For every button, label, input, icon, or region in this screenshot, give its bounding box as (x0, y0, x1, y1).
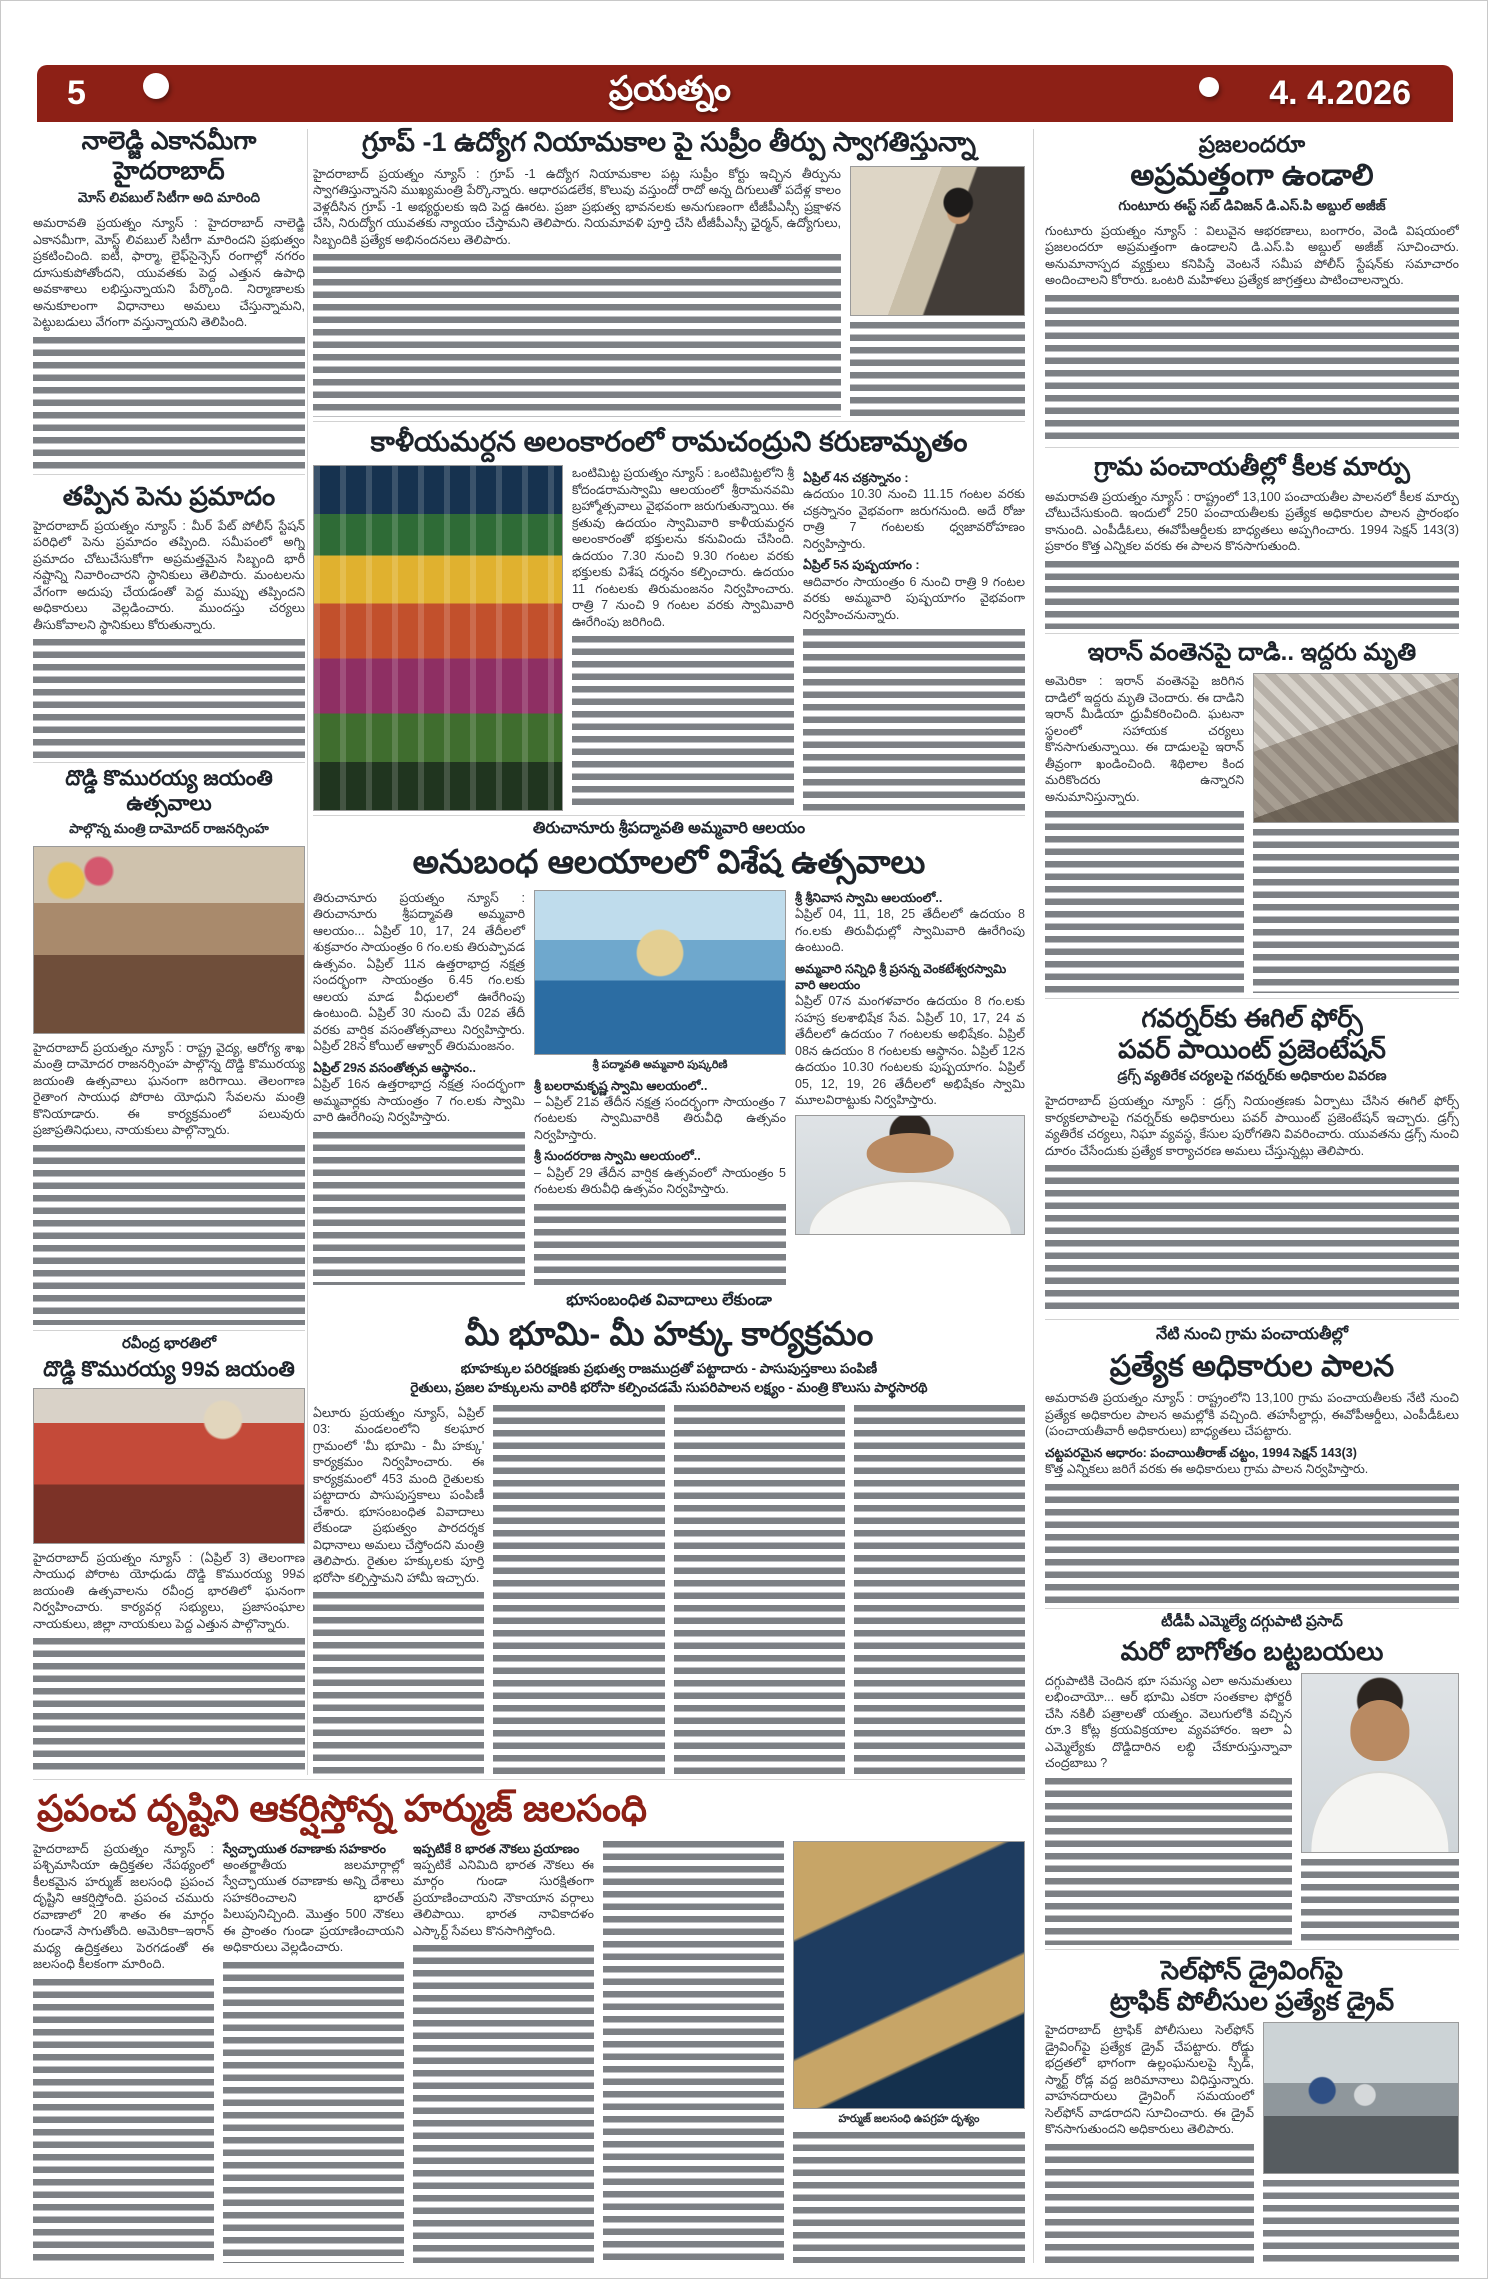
headline: తప్పిన పెను ప్రమాదం (62, 481, 276, 511)
headline-line2: అప్రమత్తంగా ఉండాలి (1130, 159, 1374, 193)
body-text: హైదరాబాద్ ప్రయత్నం న్యూస్ : రాష్ట్ర వైద్య, ఆరోగ్య శాఖ మంత్రి దామోదర రాజనర్సింహ పాల్గొన్న దొడ్డి కొమురయ్య జయంతి ఉత్సవాలు ఘనంగా జరిగాయి. తెలంగాణ రైతాంగ సాయుధ పోరాట యోధుని సేవలను మంత్రి కొనియాడారు. ఈ కార్యక్రమంలో పలువురు ప్రజాప్రతినిధులు, నాయకులు పాల్గొన్నారు. (33, 1040, 305, 1138)
masthead-title: ప్రయత్నం (608, 70, 732, 108)
article-divider (1045, 1949, 1459, 1950)
article-divider (33, 1779, 1025, 1780)
body-text: అమరావతి ప్రయత్నం న్యూస్ : రాష్ట్రంలోని 13,100 గ్రామ పంచాయతీలకు నేటి నుంచి ప్రత్యేక అధికారుల పాలన అమల్లోకి వచ్చింది. తహసీల్దార్లు, ఈవోపీఆర్డీలు, ఎంపీడీఓలు (పంచాయతీవారీ అధికారులు) బాధ్యతలు చేపట్టారు. (1045, 1391, 1459, 1439)
headline: ప్రపంచ దృష్టిని ఆకర్షిస్తోన్న హర్ముజ్ జలసంధి (37, 1788, 647, 1829)
ravindra-bharathi-event-photo (33, 1388, 305, 1544)
text-lines (1045, 1778, 1292, 1945)
headline: దొడ్డి కొమురయ్య 99వ జయంతి (43, 1358, 295, 1381)
article-divider (1045, 447, 1459, 448)
text-lines (33, 1979, 214, 2263)
article-mee-bhoomi-mee-hakku (313, 1291, 1025, 1775)
deck-line: రైతులు, ప్రజల హక్కులను వారికి భరోసా కల్పించడమే సుపరిపాలన లక్ష్యం - మంత్రి కొలుసు పార్థసారథి (410, 1379, 928, 1395)
article-kaliyamardana-alankaram (313, 425, 1025, 811)
sub-item-title: ఏప్రిల్ 5న పుష్పయాగం : (803, 558, 920, 573)
article-group1-supreme-verdict (313, 127, 1025, 417)
headline: మరో బాగోతం బట్టబయలు (1120, 1636, 1384, 1666)
article-cellphone-driving-drive (1045, 1955, 1459, 2263)
body-text: హైదరాబాద్ ప్రయత్నం న్యూస్ : పశ్చిమాసియా ఉద్రిక్తతల నేపథ్యంలో కీలకమైన హర్ముజ్ జలసంధి ప్రపంచ దృష్టిని ఆకర్షిస్తోంది. ప్రపంచ చమురు రవాణాలో 20 శాతం ఈ మార్గం గుండానే సాగుతోంది. అమెరికా–ఇరాన్ మధ్య ఉద్రిక్తతలు పెరగడంతో ఈ జలసంధి కీలకంగా మారింది. (33, 1841, 214, 1972)
traffic-police-photo (1263, 2022, 1459, 2174)
body-text: గుంటూరు ప్రయత్నం న్యూస్ : విలువైన ఆభరణాలు, బంగారం, వెండి విషయంలో ప్రజలందరూ అప్రమత్తంగా ఉండాలని డి.ఎస్.పి అబ్దుల్ అజీజ్ సూచించారు. అనుమానాస్పద వ్యక్తులు కనిపిస్తే వెంటనే సమీప పోలీస్ స్టేషన్‌కు సమాచారం అందించాలని కోరారు. ఒంటరి మహిళలు ప్రత్యేక జాగ్రత్తలు పాటించాలన్నారు. (1045, 223, 1459, 288)
sub-item-text: అంతర్జాతీయ జలమార్గాల్లో స్వేచ్ఛాయుత రవాణాకు అన్ని దేశాలు సహకరించాలని భారత్ పిలుపునిచ్చింది. మొత్తం 500 నౌకలు ఈ ప్రాంతం గుండా ప్రయాణించాయని అధికారులు వెల్లడించారు. (223, 1857, 404, 1955)
text-lines (33, 639, 305, 759)
body-text: హైదరాబాద్ ప్రయత్నం న్యూస్ : గ్రూప్ -1 ఉద్యోగ నియామకాల పట్ల సుప్రీం కోర్టు ఇచ్చిన తీర్పును స్వాగతిస్తున్నానని ముఖ్యమంత్రి పేర్కొన్నారు. ఆధారపడలేక, కొలువు వస్తుందో రాదో అన్న దిగులుతో పదేళ్ల కాలం వెళ్లదీసిన గ్రూప్ -1 అభ్యర్థులకు ఇది పెద్ద ఊరట. ప్రజా ప్రభుత్వ భావనలకు అనుగుణంగా టీజీపీఎస్సీ ప్రక్షాళన చేసి, నిరుద్యోగ యువతకు న్యాయం చేస్తామని తెలిపారు. నియమావళి పూర్తి చేసి టీజీపీఎస్సీ ఛైర్మన్, ఉద్యోగులు, సిబ్బందికి ప్రత్యేక అభినందనలు తెలిపారు. (313, 166, 841, 247)
headline: నాలెడ్జి ఎకానమీగా హైదరాబాద్ (81, 127, 257, 185)
article-tiruchanoor-utsavalu (313, 819, 1025, 1285)
headline-line2: పవర్ పాయింట్ ప్రజెంటేషన్ (1118, 1033, 1386, 1064)
photo-caption: హర్ముజ్ జలసంధి ఉపగ్రహ దృశ్యం (838, 2112, 980, 2125)
sub-item-text: ఏప్రిల్ 07న మంగళవారం ఉదయం 8 గం.లకు సహస్ర కలశాభిషేక సేవ. ఏప్రిల్ 10, 17, 24 వ తేదీలలో ఉదయం 7 గంటలకు అభిషేకం. ఏప్రిల్ 08న ఉదయం 8 గంటలకు ఆస్థానం. ఏప్రిల్ 12న ఉదయం 10.30 గంటలకు పుష్పయాగం. ఏప్రిల్ 05, 12, 19, 26 తేదీలలో అభిషేకం స్వామి మూలవిరాట్టుకు నిర్వహిస్తారు. (795, 994, 1025, 1108)
text-lines (223, 1962, 404, 2263)
article-divider (313, 815, 1025, 816)
sub-item-text: ఏప్రిల్ 16న ఉత్తరాభాద్ర నక్షత్ర సందర్భంగా అమ్మవార్లకు సాయంత్రం 7 గం.లకు స్వామి వారి ఊరేగింపు నిర్వహిస్తారు. (313, 1077, 525, 1125)
attack-debris-photo (1253, 673, 1459, 823)
text-lines (850, 322, 1025, 417)
article-divider (1045, 633, 1459, 634)
text-lines (1263, 2180, 1459, 2263)
body-text: హైదరాబాద్ ప్రయత్నం న్యూస్ : డ్రగ్స్ నియంత్రణకు ఏర్పాటు చేసిన ఈగిల్ ఫోర్స్ కార్యకలాపాలపై గవర్నర్‌కు అధికారులు పవర్ పాయింట్ ప్రజెంటేషన్ ఇచ్చారు. డ్రగ్స్ వ్యతిరేక చర్యలు, నిఘా వ్యవస్థ, కేసుల పురోగతిని వివరించారు. యువతను డ్రగ్స్ నుంచి దూరం చేసేందుకు ప్రత్యేక కార్యాచరణ అమలు చేస్తున్నట్లు తెలిపారు. (1045, 1094, 1459, 1158)
sub-item-text: ఇప్పటికే ఎనిమిది భారత నౌకలు ఈ మార్గం గుండా సురక్షితంగా ప్రయాణించాయని నౌకాయాన వర్గాలు తెలిపాయి. భారత నావికాదళం ఎస్కార్ట్ సేవలు కొనసాగిస్తోంది. (413, 1857, 594, 1938)
sub-item-title: శ్రీ బలరామకృష్ణ స్వామి ఆలయంలో.. (534, 1078, 708, 1093)
headline: ప్రత్యేక అధికారుల పాలన (1109, 1350, 1395, 1383)
article-knowledge-economy (33, 127, 305, 472)
article-divider (33, 762, 305, 763)
text-lines (1045, 1484, 1459, 1603)
column-divider (1033, 129, 1034, 2263)
masthead-bar (37, 65, 1453, 122)
kicker: నేటి నుంచి గ్రామ పంచాయతీల్లో (1156, 1326, 1348, 1343)
article-iran-bridge-attack (1045, 639, 1459, 993)
sub-item-title: ఏప్రిల్ 29న వసంతోత్సవ ఆస్థానం.. (313, 1060, 476, 1075)
article-divider (1045, 1608, 1459, 1609)
kicker: తిరుచానూరు శ్రీపద్మావతి అమ్మవారి ఆలయం (532, 820, 806, 837)
deity-alankaram-photo (313, 465, 563, 811)
headline-line2: ట్రాఫిక్ పోలీసుల ప్రత్యేక డ్రైవ్ (1109, 1985, 1395, 2016)
text-lines (1253, 829, 1459, 993)
jayanti-crowd-photo (33, 846, 305, 1034)
sub-item-text: ఉదయం 10.30 నుంచి 11.15 గంటల వరకు చక్రస్నానం వైభవంగా జరుగనుంది. అదే రోజు రాత్రి 7 గంటలకు ధ్వజావరోహణం నిర్వహిస్తారు. (803, 487, 1025, 551)
article-divider (33, 474, 305, 475)
article-hormuz-strait (33, 1785, 1025, 2263)
page-number: 5 (67, 74, 86, 112)
body-text: ఒంటిమిట్ట ప్రయత్నం న్యూస్ : ఒంటిమిట్టలోని శ్రీ కోదండరామస్వామి ఆలయంలో శ్రీరామనవమి బ్రహ్మోత్సవాలు వైభవంగా జరుగుతున్నాయి. ఈ క్రతువు ఉదయం స్వామివారి కాళీయమర్దన అలంకారంతో భక్తులను కనువిందు చేసింది. ఉదయం 7.30 నుంచి 9.30 గంటల వరకు భక్తులకు విశేష దర్శనం కల్పించారు. ఉదయం 11 గంటలకు తిరుమంజనం నిర్వహించారు. రాత్రి 7 నుంచి 9 గంటల వరకు స్వామివారి ఊరేగింపు జరిగింది. (572, 466, 794, 629)
article-komurayya-99th-jayanti (33, 1335, 305, 1773)
text-lines (313, 254, 841, 417)
sub-item-title: ఏప్రిల్ 4న చక్రస్నానం : (803, 471, 909, 486)
text-lines (1045, 295, 1459, 443)
sub-item-text: కొత్త ఎన్నికలు జరిగే వరకు ఈ అధికారులు గ్రామ పాలన నిర్వహిస్తారు. (1045, 1462, 1369, 1477)
text-lines (313, 1592, 484, 1775)
headline: దొడ్డి కొమురయ్య జయంతి ఉత్సవాలు (65, 767, 273, 815)
sub-item-text: ఆదివారం సాయంత్రం 6 నుంచి రాత్రి 9 గంటల వరకు అమ్మవారి పుష్పయాగం వైభవంగా నిర్వహించనున్నారు. (803, 574, 1025, 622)
column-divider (307, 129, 308, 1775)
text-lines (1045, 811, 1244, 993)
text-lines (413, 1945, 594, 2263)
body-text: హైదరాబాద్ ప్రయత్నం న్యూస్ : (ఏప్రిల్ 3) తెలంగాణ సాయుధ పోరాట యోధుడు దొడ్డి కొమురయ్య 99వ జయంతి ఉత్సవాలను రవీంద్ర భారతిలో ఘనంగా నిర్వహించారు. కార్యవర్గ సభ్యులు, ప్రజాసంఘాల నాయకులు, జిల్లా నాయకులు పెద్ద ఎత్తున పాల్గొన్నారు. (33, 1550, 305, 1631)
kicker: టీడీపీ ఎమ్మెల్యే దగ్గుపాటి ప్రసాద్ (1161, 1613, 1343, 1630)
text-lines (793, 2132, 1025, 2263)
article-special-officers-rule (1045, 1325, 1459, 1603)
article-near-miss-accident (33, 481, 305, 759)
subhead: డ్రగ్స్ వ్యతిరేక చర్యలపై గవర్నర్‌కు అధికారుల వివరణ (1117, 1068, 1387, 1084)
article-divider (33, 1330, 305, 1331)
body-text: ఏలూరు ప్రయత్నం న్యూస్, ఏప్రిల్ 03: మండలంలోని కలఘార గ్రామంలో 'మీ భూమి - మీ హక్కు' కార్యక్రమం నిర్వహించారు. ఈ కార్యక్రమంలో 453 మంది రైతులకు పట్టాదారు పాసుపుస్తకాలు పంపిణీ చేశారు. భూసంబంధిత వివాదాలు లేకుండా ప్రభుత్వం పారదర్శక విధానాలు అమలు చేస్తోందని మంత్రి తెలిపారు. రైతుల హక్కులకు పూర్తి భరోసా కల్పిస్తామని హామీ ఇచ్చారు. (313, 1405, 485, 1585)
photo-caption: శ్రీ పద్మావతి అమ్మవారి పుష్కరిణి (592, 1058, 728, 1071)
headline-line1: ప్రజలందరూ (1198, 131, 1306, 157)
masthead-ornament-icon (1199, 77, 1219, 97)
text-lines (33, 1638, 305, 1773)
minister-portrait-photo (795, 1115, 1025, 1235)
sub-item-title: స్వేచ్ఛాయుత రవాణాకు సహకారం (223, 1841, 386, 1856)
cm-speaking-photo (850, 166, 1025, 316)
text-lines (1045, 1165, 1459, 1315)
sub-item-text: ఏప్రిల్ 04, 11, 18, 25 తేదీలలో ఉదయం 8 గం.లకు తిరువీధుల్లో స్వామివారి ఊరేగింపు ఉంటుంది. (795, 907, 1025, 955)
body-text: అమరావతి ప్రయత్నం న్యూస్ : రాష్ట్రంలో 13,100 పంచాయతీల పాలనలో కీలక మార్పు చోటుచేసుకుంది. ఇందులో 250 పంచాయతీలకు ప్రత్యేక అధికారుల పాలన ప్రారంభం కానుంది. ఎంపీడీఓలు, ఈవోపీఆర్డీలకు బాధ్యతలు అప్పగించారు. 1994 సెక్షన్ 143(3) ప్రకారం కొత్త ఎన్నికల వరకు ఈ పాలన కొనసాగుతుంది. (1045, 489, 1459, 553)
text-lines (803, 629, 1025, 811)
sub-item-title: శ్రీ శ్రీనివాస స్వామి ఆలయంలో.. (795, 890, 943, 905)
article-komurayya-jayanti (33, 767, 305, 1325)
sub-item-title: చట్టపరమైన ఆధారం: పంచాయితీరాజ్ చట్టం, 1994 సెక్షన్ 143(3) (1045, 1445, 1357, 1460)
sub-item-text: – ఏప్రిల్ 21వ తేదీన నక్షత్ర సందర్భంగా సాయంత్రం 7 గంటలకు స్వామివారికి తిరువీధి ఉత్సవం నిర్వహిస్తారు. (534, 1094, 786, 1142)
text-lines (674, 1405, 845, 1775)
headline: గ్రామ పంచాయతీల్లో కీలక మార్పు (1094, 453, 1410, 481)
masthead-date: 4. 4.2026 (1269, 74, 1411, 112)
kicker: భూసంబంధిత వివాదాలు లేకుండా (566, 1292, 772, 1309)
deck-line: భూహక్కుల పరిరక్షణకు ప్రభుత్వ రాజముద్రతో పట్టాదారు - పాసుపుస్తకాలు పంపిణీ (460, 1360, 878, 1376)
sub-item-title: శ్రీ సుందరరాజ స్వామి ఆలయంలో.. (534, 1149, 701, 1164)
article-tdp-mla-expose (1045, 1613, 1459, 1945)
text-lines (313, 1132, 525, 1285)
headline: గ్రూప్ -1 ఉద్యోగ నియామకాల పై సుప్రీం తీర్పు స్వాగతిస్తున్నా (361, 127, 976, 157)
article-divider (1045, 1319, 1459, 1320)
text-lines (33, 1145, 305, 1325)
body-text: అమెరికా : ఇరాన్ వంతెనపై జరిగిన దాడిలో ఇద్దరు మృతి చెందారు. ఈ దాడిని ఇరాన్ మీడియా ధ్రువీకరించింది. ఘటనా స్థలంలో సహాయక చర్యలు కొనసాగుతున్నాయి. ఈ దాడులపై ఇరాన్ తీవ్రంగా ఖండించింది. శిథిలాల కింద మరికొందరు ఉన్నారని అనుమానిస్తున్నారు. (1045, 674, 1244, 804)
mla-portrait-photo (1301, 1673, 1459, 1853)
article-governor-eagle-force (1045, 1003, 1459, 1315)
text-lines (534, 1204, 786, 1285)
text-lines (1301, 1859, 1459, 1945)
text-lines (1045, 561, 1459, 630)
text-lines (572, 636, 794, 811)
temple-pushkarini-photo (534, 890, 786, 1055)
sub-item-title: ఇప్పటికే 8 భారత నౌకలు ప్రయాణం (413, 1841, 580, 1856)
sub-item-title: అమ్మవారి సన్నిధి శ్రీ ప్రసన్న వెంకటేశ్వరస్వామి వారి ఆలయం (795, 961, 1007, 992)
text-lines (1045, 2144, 1254, 2263)
article-public-alert-dsp (1045, 131, 1459, 443)
hormuz-satellite-photo (793, 1841, 1025, 2109)
article-divider (1045, 998, 1459, 999)
subhead: పాల్గొన్న మంత్రి దామోదర్ రాజనర్సింహ (69, 820, 269, 836)
text-lines (603, 1841, 784, 2263)
headline: ఇరాన్ వంతెనపై దాడి.. ఇద్దరు మృతి (1087, 639, 1417, 666)
body-text: తిరుచానూరు ప్రయత్నం న్యూస్ : తిరుచానూరు శ్రీపద్మావతి అమ్మవారి ఆలయం... ఏప్రిల్ 10, 17, 24 తేదీలలో శుక్రవారం సాయంత్రం 6 గం.లకు తిరుప్పావడ ఉత్సవం. ఏప్రిల్ 11న ఉత్తరాభాద్ర నక్షత్ర సందర్భంగా సాయంత్రం 6.45 గం.లకు ఆలయ మాడ వీధులలో ఊరేగింపు ఉంటుంది. ఏప్రిల్ 30 నుంచి మే 02వ తేదీ వరకు వార్షిక వసంతోత్సవాలు నిర్వహిస్తారు. ఏప్రిల్ 28న కోయిల్ ఆళ్వార్ తిరుమంజనం. (313, 890, 525, 1054)
subhead: గుంటూరు ఈస్ట్ సబ్ డివిజన్ డి.ఎస్.పి అబ్దుల్ అజీజ్ (1118, 197, 1386, 213)
body-text: హైదరాబాద్ ప్రయత్నం న్యూస్ : మీర్ పేట్ పోలీస్ స్టేషన్ పరిధిలో పెను ప్రమాదం తప్పింది. సమీపంలో అగ్ని ప్రమాదం చోటుచేసుకోగా అప్రమత్తమైన సిబ్బంది భారీ నష్టాన్ని నివారించారని స్థానికులు తెలిపారు. మంటలను వేగంగా అదుపు చేయడంతో పెద్ద ముప్పు తప్పిందని అధికారులు వెల్లడించారు. ముందస్తు చర్యలు తీసుకోవాలని స్థానికులు కోరుతున్నారు. (33, 518, 305, 632)
text-lines (33, 337, 305, 473)
masthead-ornament-icon (143, 73, 169, 99)
headline: కాళీయమర్దన అలంకారంలో రామచంద్రుని కరుణామృతం (370, 426, 968, 457)
body-text: హైదరాబాద్ ట్రాఫిక్ పోలీసులు సెల్‌ఫోన్ డ్రైవింగ్‌పై ప్రత్యేక డ్రైవ్ చేపట్టారు. రోడ్డు భద్రతలో భాగంగా ఉల్లంఘనులపై స్పీడ్, స్మార్ట్ రోడ్ల వద్ద జరిమానాలు విధిస్తున్నారు. వాహనదారులు డ్రైవింగ్ సమయంలో సెల్‌ఫోన్ వాడరాదని సూచించారు. ఈ డ్రైవ్ కొనసాగుతుందని అధికారులు తెలిపారు. (1045, 2023, 1254, 2137)
sub-item-text: – ఏప్రిల్ 29 తేదీన వార్షిక ఉత్సవంలో సాయంత్రం 5 గంటలకు తిరువీధి ఉత్సవం నిర్వహిస్తారు. (534, 1165, 786, 1197)
headline: అనుబంధ ఆలయాలలో విశేష ఉత్సవాలు (412, 843, 926, 880)
text-lines (493, 1405, 664, 1775)
body-text: దగ్గుపాటికి చెందిన భూ సమస్య ఎలా అనుమతులు లభించాయో... ఆర్ భూమి ఎకరా సంతకాల ఫోర్జరీ చేసి నకిలీ పత్రాలతో యత్నం. వెలుగులోకి వచ్చిన రూ.3 కోట్ల క్రయవిక్రయాల వ్యవహారం. ఇలా ఏ ఎమ్మెల్యేకు దొడ్డిదారిన లబ్ధి చేకూరుస్తున్నావా చంద్రబాబు ? (1045, 1673, 1292, 1771)
article-panchayat-key-change (1045, 453, 1459, 629)
headline-line1: గవర్నర్‌కు ఈగిల్ ఫోర్స్ (1141, 1003, 1363, 1033)
headline: మీ భూమి- మీ హక్కు కార్యక్రమం (464, 1315, 874, 1352)
kicker: రవీంద్ర భారతిలో (121, 1335, 217, 1352)
subhead: మోస్ లివబుల్ సిటీగా అది మారింది (77, 190, 261, 205)
article-divider (313, 421, 1025, 422)
text-lines (854, 1405, 1025, 1775)
headline-line1: సెల్‌ఫోన్ డ్రైవింగ్‌పై (1160, 1955, 1344, 1985)
body-text: అమరావతి ప్రయత్నం న్యూస్ : హైదరాబాద్ నాలెడ్జి ఎకానమీగా, మోస్ట్ లివబుల్ సిటీగా మారిందని ప్రభుత్వం ప్రకటించింది. ఐటీ, ఫార్మా, లైఫ్‌సైన్సెస్ రంగాల్లో నగరం దూసుకుపోతోందని, యువతకు పెద్ద ఎత్తున ఉపాధి అవకాశాలు లభిస్తున్నాయని పేర్కొంది. నిర్మాణాలకు అనుకూలంగా విధానాలు అమలు చేస్తున్నామని, పెట్టుబడులు వేగంగా వస్తున్నాయని తెలిపింది. (33, 216, 305, 329)
